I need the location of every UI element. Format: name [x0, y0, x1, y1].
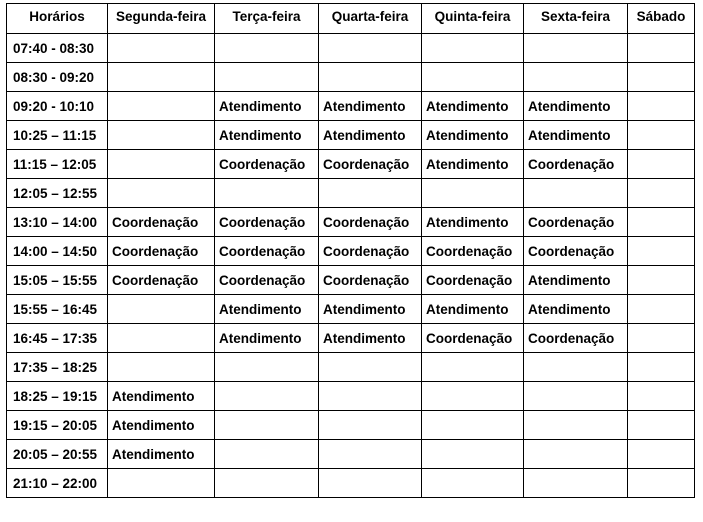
schedule-cell-quinta	[422, 63, 524, 92]
time-slot-cell: 19:15 – 20:05	[7, 411, 108, 440]
table-row	[7, 179, 695, 208]
schedule-cell-sexta: Atendimento	[524, 266, 628, 295]
schedule-cell-terca: Atendimento	[215, 295, 319, 324]
schedule-cell-quarta	[319, 411, 422, 440]
schedule-cell-terca: Coordenação	[215, 237, 319, 266]
schedule-cell-sexta	[524, 63, 628, 92]
schedule-cell-quarta: Atendimento	[319, 92, 422, 121]
schedule-cell-sexta: Atendimento	[524, 121, 628, 150]
time-slot-cell: 07:40 - 08:30	[7, 34, 108, 63]
schedule-cell-sabado	[628, 411, 695, 440]
table-row	[7, 382, 695, 411]
header-terca: Terça-feira	[215, 4, 319, 34]
table-row	[7, 440, 695, 469]
header-horarios: Horários	[7, 4, 108, 34]
schedule-cell-sabado	[628, 179, 695, 208]
table-row	[7, 34, 695, 63]
schedule-cell-sabado	[628, 440, 695, 469]
header-segunda: Segunda-feira	[108, 4, 215, 34]
schedule-cell-sabado	[628, 150, 695, 179]
schedule-cell-sexta	[524, 469, 628, 498]
time-slot-cell: 17:35 – 18:25	[7, 353, 108, 382]
schedule-cell-quinta	[422, 382, 524, 411]
table-row	[7, 208, 695, 237]
schedule-cell-segunda: Atendimento	[108, 440, 215, 469]
schedule-cell-quarta: Coordenação	[319, 150, 422, 179]
schedule-cell-sabado	[628, 63, 695, 92]
schedule-cell-terca	[215, 63, 319, 92]
schedule-cell-quinta	[422, 411, 524, 440]
header-sexta: Sexta-feira	[524, 4, 628, 34]
time-slot-cell: 15:55 – 16:45	[7, 295, 108, 324]
schedule-header	[7, 4, 695, 34]
schedule-cell-segunda: Atendimento	[108, 382, 215, 411]
header-row	[7, 4, 695, 34]
table-row	[7, 295, 695, 324]
schedule-cell-sexta	[524, 440, 628, 469]
table-row	[7, 237, 695, 266]
schedule-table	[6, 3, 695, 498]
schedule-cell-quarta	[319, 440, 422, 469]
header-quarta: Quarta-feira	[319, 4, 422, 34]
schedule-cell-quarta	[319, 179, 422, 208]
table-row	[7, 150, 695, 179]
schedule-cell-sexta: Atendimento	[524, 92, 628, 121]
schedule-cell-quarta	[319, 34, 422, 63]
schedule-cell-terca: Coordenação	[215, 150, 319, 179]
table-row	[7, 92, 695, 121]
schedule-cell-sabado	[628, 266, 695, 295]
schedule-cell-quinta	[422, 353, 524, 382]
schedule-cell-quinta: Coordenação	[422, 266, 524, 295]
time-slot-cell: 20:05 – 20:55	[7, 440, 108, 469]
header-sabado: Sábado	[628, 4, 695, 34]
header-quinta: Quinta-feira	[422, 4, 524, 34]
time-slot-cell: 14:00 – 14:50	[7, 237, 108, 266]
time-slot-cell: 13:10 – 14:00	[7, 208, 108, 237]
table-row	[7, 411, 695, 440]
schedule-cell-sexta	[524, 34, 628, 63]
schedule-cell-quarta: Atendimento	[319, 295, 422, 324]
schedule-cell-sexta: Coordenação	[524, 237, 628, 266]
schedule-cell-sexta	[524, 179, 628, 208]
schedule-cell-terca	[215, 382, 319, 411]
schedule-cell-sexta: Coordenação	[524, 150, 628, 179]
schedule-cell-quinta	[422, 440, 524, 469]
schedule-cell-quarta	[319, 469, 422, 498]
schedule-cell-sexta: Coordenação	[524, 208, 628, 237]
schedule-cell-terca: Coordenação	[215, 266, 319, 295]
schedule-cell-quarta	[319, 382, 422, 411]
schedule-cell-quarta: Coordenação	[319, 266, 422, 295]
schedule-cell-segunda: Coordenação	[108, 208, 215, 237]
schedule-cell-sabado	[628, 121, 695, 150]
schedule-cell-terca	[215, 411, 319, 440]
schedule-cell-sexta	[524, 382, 628, 411]
time-slot-cell: 08:30 - 09:20	[7, 63, 108, 92]
schedule-cell-quinta: Coordenação	[422, 237, 524, 266]
schedule-cell-quarta: Coordenação	[319, 208, 422, 237]
schedule-cell-segunda: Coordenação	[108, 237, 215, 266]
schedule-cell-segunda	[108, 353, 215, 382]
schedule-cell-quinta	[422, 34, 524, 63]
schedule-cell-sabado	[628, 208, 695, 237]
schedule-cell-segunda	[108, 121, 215, 150]
schedule-cell-sexta: Atendimento	[524, 295, 628, 324]
table-row	[7, 353, 695, 382]
schedule-cell-sabado	[628, 92, 695, 121]
schedule-cell-sexta	[524, 411, 628, 440]
schedule-cell-segunda	[108, 469, 215, 498]
schedule-cell-segunda: Coordenação	[108, 266, 215, 295]
schedule-cell-quinta: Atendimento	[422, 92, 524, 121]
time-slot-cell: 16:45 – 17:35	[7, 324, 108, 353]
schedule-cell-sabado	[628, 324, 695, 353]
schedule-cell-terca: Atendimento	[215, 92, 319, 121]
schedule-cell-segunda	[108, 63, 215, 92]
time-slot-cell: 21:10 – 22:00	[7, 469, 108, 498]
schedule-cell-segunda	[108, 324, 215, 353]
table-row	[7, 63, 695, 92]
schedule-cell-quinta	[422, 179, 524, 208]
schedule-cell-terca	[215, 34, 319, 63]
table-row	[7, 266, 695, 295]
schedule-cell-quinta: Atendimento	[422, 121, 524, 150]
table-row	[7, 469, 695, 498]
schedule-cell-quarta	[319, 353, 422, 382]
schedule-cell-sexta	[524, 353, 628, 382]
schedule-cell-quinta: Coordenação	[422, 324, 524, 353]
schedule-cell-quinta: Atendimento	[422, 208, 524, 237]
schedule-cell-segunda: Atendimento	[108, 411, 215, 440]
schedule-cell-segunda	[108, 92, 215, 121]
schedule-cell-quinta: Atendimento	[422, 150, 524, 179]
schedule-cell-quarta	[319, 63, 422, 92]
schedule-cell-terca: Atendimento	[215, 121, 319, 150]
schedule-cell-terca	[215, 353, 319, 382]
table-row	[7, 324, 695, 353]
schedule-cell-segunda	[108, 295, 215, 324]
schedule-cell-sabado	[628, 469, 695, 498]
schedule-cell-quarta: Coordenação	[319, 237, 422, 266]
time-slot-cell: 11:15 – 12:05	[7, 150, 108, 179]
schedule-cell-quarta: Atendimento	[319, 121, 422, 150]
schedule-cell-sexta: Coordenação	[524, 324, 628, 353]
schedule-cell-quinta: Atendimento	[422, 295, 524, 324]
schedule-cell-sabado	[628, 295, 695, 324]
schedule-cell-segunda	[108, 150, 215, 179]
time-slot-cell: 09:20 - 10:10	[7, 92, 108, 121]
schedule-body	[7, 34, 695, 498]
time-slot-cell: 12:05 – 12:55	[7, 179, 108, 208]
schedule-cell-segunda	[108, 179, 215, 208]
schedule-cell-terca: Coordenação	[215, 208, 319, 237]
schedule-cell-sabado	[628, 353, 695, 382]
schedule-cell-terca	[215, 440, 319, 469]
schedule-cell-terca	[215, 469, 319, 498]
schedule-cell-terca	[215, 179, 319, 208]
time-slot-cell: 10:25 – 11:15	[7, 121, 108, 150]
schedule-cell-sabado	[628, 382, 695, 411]
schedule-cell-terca: Atendimento	[215, 324, 319, 353]
table-row	[7, 121, 695, 150]
time-slot-cell: 18:25 – 19:15	[7, 382, 108, 411]
schedule-cell-quinta	[422, 469, 524, 498]
schedule-cell-segunda	[108, 34, 215, 63]
schedule-cell-sabado	[628, 237, 695, 266]
schedule-cell-quarta: Atendimento	[319, 324, 422, 353]
time-slot-cell: 15:05 – 15:55	[7, 266, 108, 295]
schedule-cell-sabado	[628, 34, 695, 63]
